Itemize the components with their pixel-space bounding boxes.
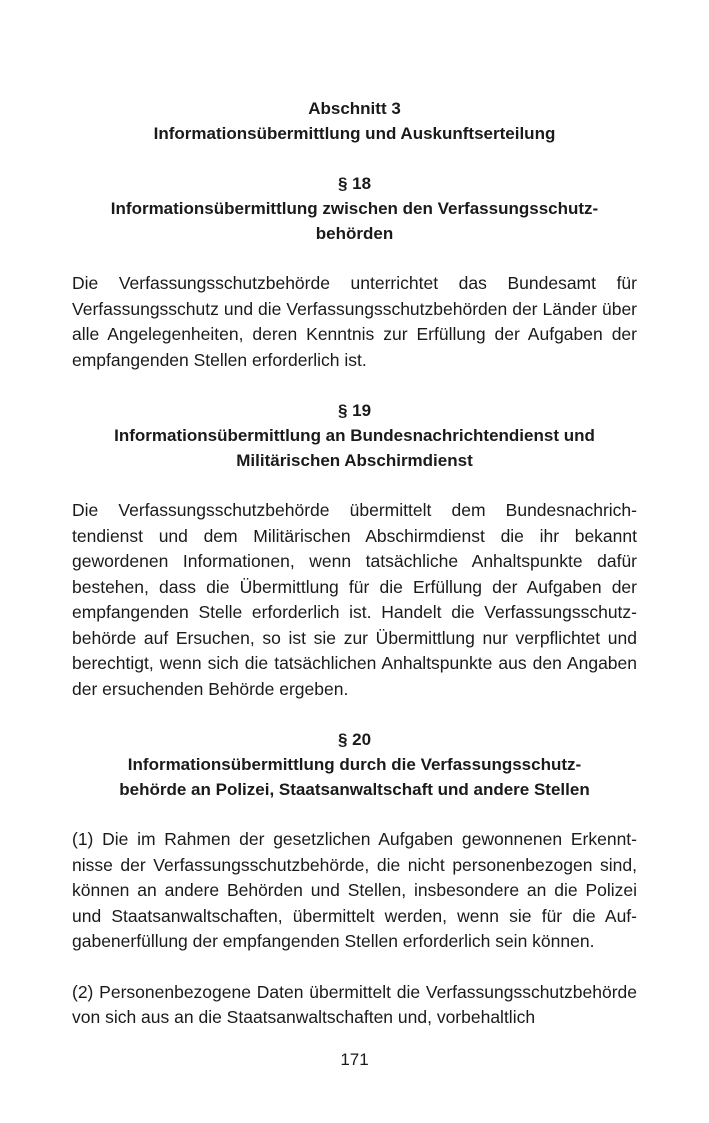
paragraph-title-18-line1: Informationsübermittlung zwischen den Verfassungsschutz-: [110, 199, 599, 218]
document-page: [72, 96, 637, 1031]
paragraph-title-20-line2: behörde an Polizei, Staatsanwaltschaft und andere Stellen: [119, 780, 590, 799]
paragraph-body-20-subsection-2: (2) Personenbezogene Daten übermittelt die Verfassungsschutzbehörde von sich aus an die Staatsanwaltschaften und, vorbehaltlich: [72, 981, 637, 1027]
section-title: Informationsübermittlung und Auskunftserteilung: [153, 124, 556, 143]
paragraph-body-20-subsection-1: (1) Die im Rahmen der gesetzlichen Aufgaben gewonnenen Erkenntnisse der Verfassungsschutzbehörde, die nicht personenbezogen sind, können an andere Behörden und Stellen, insbesondere an die Polizei und Staatsanwaltschaften, übermittelt werden, wenn sie für die Aufgabenerfüllung der empfangenden Stellen erforderlich sein können.: [72, 829, 637, 951]
paragraph-body-18: Die Verfassungsschutzbehörde unterrichtet das Bundesamt für Verfassungsschutz und die Verfassungsschutzbehörden der Länder über alle Angelegenheiten, deren Kenntnis zur Erfüllung der Aufgaben der empfangenden Stellen erforderlich ist.: [72, 273, 637, 370]
paragraph-number-20: § 20: [337, 730, 372, 749]
paragraph-title-19-line1: Informationsübermittlung an Bundesnachrichtendienst und: [114, 426, 595, 445]
paragraph-title-19-line2: Militärischen Abschirmdienst: [236, 451, 473, 470]
paragraph-number-19: § 19: [337, 401, 372, 420]
paragraph-title-18-line2: behörden: [315, 224, 394, 243]
section-label: Abschnitt 3: [308, 99, 401, 118]
paragraph-title-20-line1: Informationsübermittlung durch die Verfassungsschutz-: [127, 755, 582, 774]
paragraph-number-18: § 18: [337, 174, 372, 193]
paragraph-body-19: Die Verfassungsschutzbehörde übermittelt dem Bundesnachrichtendienst und dem Militärischen Abschirmdienst die ihr bekannt gewordenen Informationen, wenn tatsächliche Anhaltspunkte dafür bestehen, dass die Übermittlung für die Erfüllung der Aufgaben der empfangenden Stelle erforderlich ist. Handelt die Verfassungsschutzbehörde auf Ersuchen, so ist sie zur Übermittlung nur verpflichtet und berechtigt, wenn sich die tatsächlichen Anhaltspunkte aus den Angaben der ersuchenden Behörde ergeben.: [72, 500, 637, 699]
page-number: 171: [340, 1050, 369, 1069]
